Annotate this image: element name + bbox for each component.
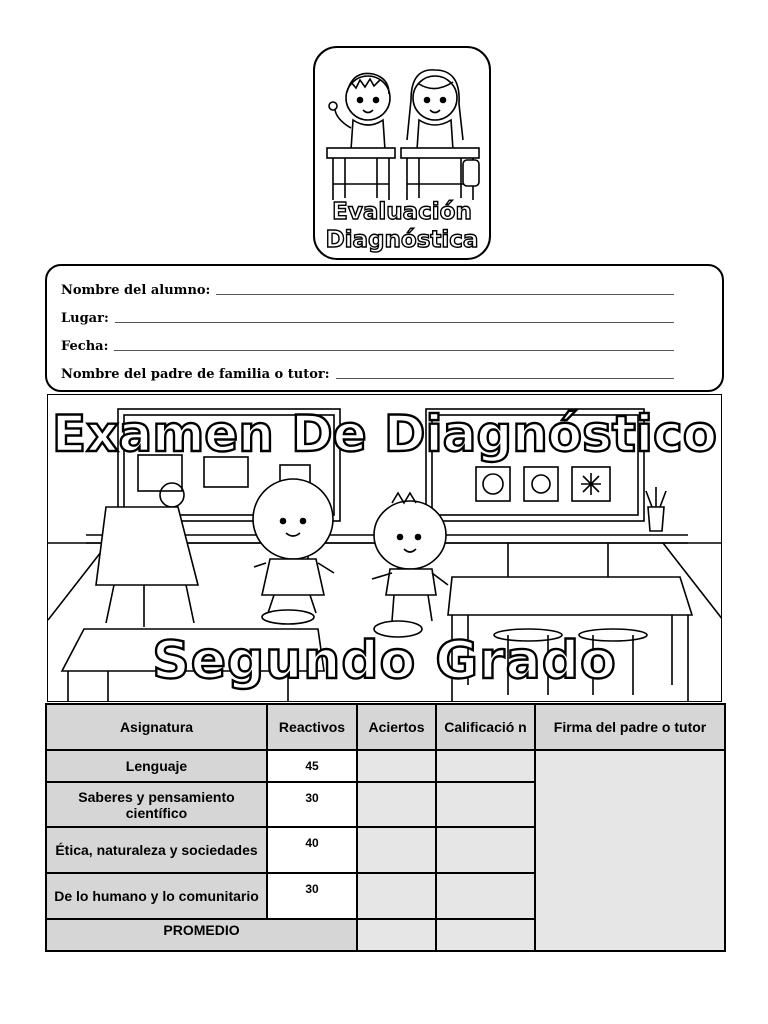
- place-row: [61, 304, 674, 326]
- signature-cell[interactable]: [535, 750, 725, 951]
- subject-cell: Lenguaje: [46, 750, 267, 782]
- parent-name-row: [61, 360, 674, 382]
- date-label: Fecha:: [61, 339, 109, 354]
- header-signature: Firma del padre o tutor: [535, 704, 725, 750]
- parent-name-label: Nombre del padre de familia o tutor:: [61, 367, 330, 382]
- student-name-row: [61, 276, 674, 298]
- items-cell: 40: [267, 827, 357, 873]
- grade-cell[interactable]: [436, 873, 535, 919]
- header-subject: Asignatura: [46, 704, 267, 750]
- subject-cell: Saberes y pensamiento científico: [46, 782, 267, 827]
- table-row: [46, 750, 725, 782]
- table-header-row: [46, 704, 725, 750]
- header-items: Reactivos: [267, 704, 357, 750]
- correct-cell[interactable]: [357, 827, 436, 873]
- average-grade-cell[interactable]: [436, 919, 535, 951]
- items-cell: 45: [267, 750, 357, 782]
- student-name-line[interactable]: [216, 294, 674, 295]
- subject-cell: Ética, naturaleza y sociedades: [46, 827, 267, 873]
- grade-cell[interactable]: [436, 782, 535, 827]
- header-correct: Aciertos: [357, 704, 436, 750]
- place-line[interactable]: [115, 322, 674, 323]
- date-row: [61, 332, 674, 354]
- student-info-form: [45, 264, 724, 392]
- parent-name-line[interactable]: [336, 378, 674, 379]
- correct-cell[interactable]: [357, 782, 436, 827]
- average-correct-cell[interactable]: [357, 919, 436, 951]
- children-at-desks-illustration: [323, 60, 483, 200]
- average-label: PROMEDIO: [46, 919, 357, 951]
- exam-title: Examen De Diagnóstico: [52, 405, 717, 463]
- date-line[interactable]: [114, 350, 674, 351]
- header-grade: Calificació n: [436, 704, 535, 750]
- badge-title-line2: Diagnóstica: [325, 227, 479, 253]
- subject-cell: De lo humano y lo comunitario: [46, 873, 267, 919]
- correct-cell[interactable]: [357, 750, 436, 782]
- correct-cell[interactable]: [357, 873, 436, 919]
- badge-title: [315, 198, 489, 254]
- place-label: Lugar:: [61, 311, 109, 326]
- badge-title-line1: Evaluación: [332, 199, 472, 225]
- grade-cell[interactable]: [436, 827, 535, 873]
- grade-cell[interactable]: [436, 750, 535, 782]
- items-cell: 30: [267, 782, 357, 827]
- student-name-label: Nombre del alumno:: [61, 283, 211, 298]
- evaluation-badge: [313, 46, 491, 260]
- score-table: [45, 703, 726, 952]
- items-cell: 30: [267, 873, 357, 919]
- classroom-illustration: [47, 394, 722, 702]
- grade-subtitle: Segundo Grado: [152, 631, 617, 691]
